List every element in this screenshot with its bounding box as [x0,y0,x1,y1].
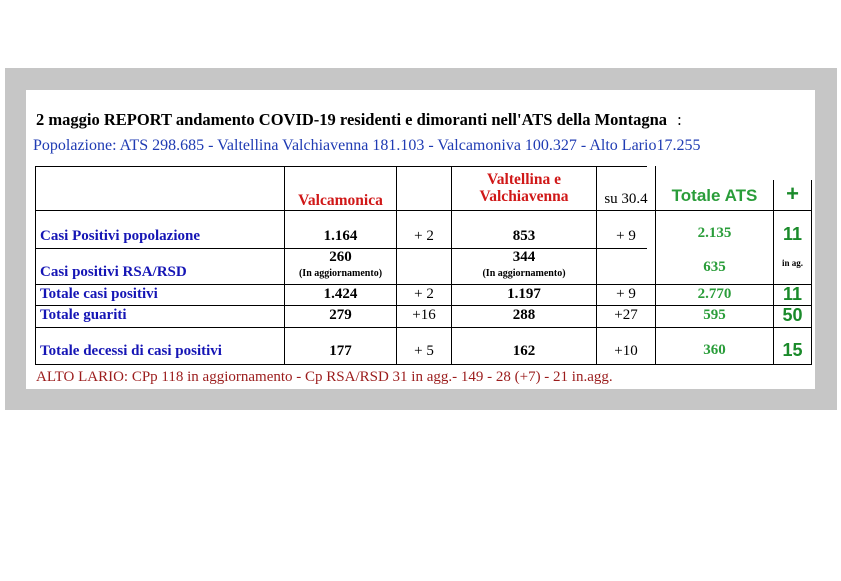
alto-lario-footer: ALTO LARIO: CPp 118 in aggiornamento - Cp RSA/RSD 31 in agg.- 149 - 28 (+7) - 21 in.agg. [36,369,613,385]
report-title-mark: : [677,110,682,129]
header-valtellina-line2: Valchiavenna [479,188,569,205]
row-label-casi-rsa: Casi positivi RSA/RSD [40,264,187,280]
row5-valtellina-delta: +10 [614,343,638,359]
row3-plus: 11 [782,284,803,304]
table-col-line [773,180,774,364]
table-border-top [35,166,647,167]
row4-valcamonica: 279 [329,307,352,323]
row2-valcamonica: 260 [329,249,352,265]
table-col-line [35,166,36,364]
population-line: Popolazione: ATS 298.685 - Valtellina Valchiavenna 181.103 - Valcamoniva 100.327 - Alto Lario17.255 [33,137,701,154]
row5-valcamonica: 177 [329,343,352,359]
row4-plus: 50 [782,305,803,325]
table-col-line [396,166,397,364]
row1-totale: 2.135 [697,225,732,241]
row5-valtellina: 162 [512,343,536,359]
row2-valcamonica-note: (In aggiornamento) [298,268,383,279]
table-line [35,305,812,306]
row3-totale: 2.770 [697,286,732,302]
row1-valtellina-delta: + 9 [616,228,636,244]
report-title [36,110,682,130]
row-label-guariti: Totale guariti [40,307,127,323]
row4-valtellina: 288 [512,307,536,323]
row-label-totale-casi: Totale casi positivi [40,286,158,302]
row4-valcamonica-delta: +16 [412,307,436,323]
row3-valcamonica: 1.424 [323,286,358,302]
row1-plus: 11 [782,224,803,244]
table-col-line [811,180,812,364]
header-totale-ats: Totale ATS [671,186,758,205]
row4-totale: 595 [703,307,726,323]
row1-valcamonica: 1.164 [323,228,358,244]
row3-valcamonica-delta: + 2 [414,286,434,302]
row3-valtellina-delta: + 9 [616,286,636,302]
header-su: su 30.4 [604,191,648,207]
row2-valtellina: 344 [512,249,536,265]
header-valtellina [452,171,596,205]
row-label-decessi: Totale decessi di casi positivi [40,343,222,359]
row5-valcamonica-delta: + 5 [414,343,434,359]
table-line [35,327,812,328]
header-valtellina-line1: Valtellina e [487,171,561,188]
row5-totale: 360 [703,342,726,358]
row2-totale: 635 [703,259,726,275]
row3-valtellina: 1.197 [507,286,541,302]
table-line [35,284,812,285]
table-line [35,210,812,211]
header-plus: + [786,181,799,206]
row4-valtellina-delta: +27 [614,307,638,323]
row1-valtellina: 853 [512,228,536,244]
row1-valcamonica-delta: + 2 [414,228,434,244]
header-valcamonica: Valcamonica [298,192,383,209]
row2-valtellina-note: (In aggiornamento) [482,268,566,279]
report-title-text: 2 maggio REPORT andamento COVID-19 residenti e dimoranti nell'ATS della Montagna [36,110,668,129]
table-border-bottom [35,364,812,365]
row5-plus: 15 [782,340,803,360]
row2-plus: in ag. [781,258,803,268]
row-label-casi-positivi: Casi Positivi popolazione [40,228,201,244]
